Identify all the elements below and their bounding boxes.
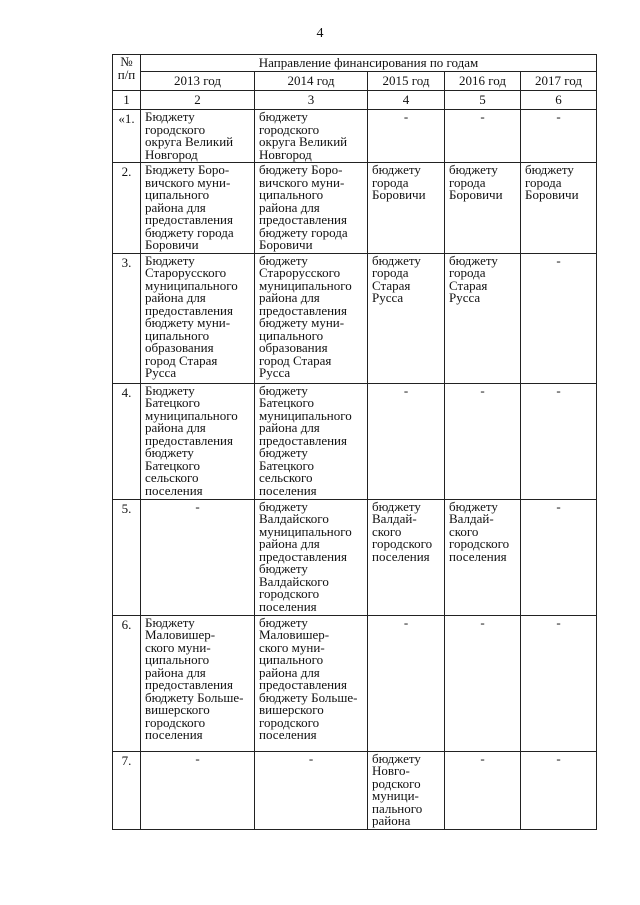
table-cell <box>521 163 597 254</box>
table-cell <box>368 751 445 829</box>
table-cell <box>255 751 368 829</box>
cell-text: - <box>556 109 561 124</box>
table-cell <box>368 499 445 615</box>
table-row <box>113 110 597 163</box>
cell-text: бюджету Валдайского муниципального района для предоставления бюджету Валдайского городского поселения <box>259 498 352 614</box>
cell-text: - <box>403 109 409 124</box>
table-cell <box>368 615 445 751</box>
cell-text: бюджету Валдай- ского городского поселения <box>372 498 433 564</box>
year-header: 2015 год <box>368 72 445 91</box>
year-header: 2014 год <box>255 72 368 91</box>
year-header: 2013 год <box>141 72 255 91</box>
table-cell <box>445 751 521 829</box>
table-cell <box>521 110 597 163</box>
cell-text: - <box>195 498 200 514</box>
column-number: 1 <box>113 91 141 110</box>
table-cell <box>368 383 445 499</box>
cell-text: бюджету города Боровичи <box>372 162 426 202</box>
cell-text: - <box>403 382 409 398</box>
row-number: 3. <box>113 253 141 383</box>
table-cell <box>141 163 255 254</box>
cell-text: - <box>556 614 561 630</box>
table-cell <box>445 253 521 383</box>
cell-text: - <box>556 382 561 398</box>
table-cell <box>255 499 368 615</box>
table-cell <box>255 163 368 254</box>
cell-text: бюджету Новго- родского муници- пального района <box>372 750 423 828</box>
cell-text: бюджету городского округа Великий Новгород <box>259 109 348 162</box>
table-cell <box>445 110 521 163</box>
table-cell <box>255 615 368 751</box>
cell-text: бюджету Боро- вичского муни- ципального района для предоставления бюджету города Боровичи <box>259 162 348 252</box>
cell-text: бюджету Батецкого муниципального района для предоставления бюджету Батецкого сельского поселения <box>259 382 352 498</box>
table-row <box>113 163 597 254</box>
row-number: 2. <box>113 163 141 254</box>
table-cell <box>445 383 521 499</box>
cell-text: - <box>480 614 485 630</box>
table-row <box>113 253 597 383</box>
cell-text: - <box>480 750 485 766</box>
cell-text: - <box>195 750 200 766</box>
row-number: «1. <box>113 110 141 163</box>
year-header: 2016 год <box>445 72 521 91</box>
cell-text: бюджету Маловишер- ского муни- ципального района для предоставления бюджету Больше- вишерского городского поселения <box>259 614 358 742</box>
cell-text: бюджету города Старая Русса <box>449 252 498 305</box>
table-cell <box>255 253 368 383</box>
column-number: 3 <box>255 91 368 110</box>
table-cell <box>445 163 521 254</box>
cell-text: бюджету города Старая Русса <box>372 252 421 305</box>
cell-text: Бюджету Боро- вичского муни- ципального района для предоставления бюджету города Боровичи <box>145 162 234 252</box>
column-number: 2 <box>141 91 255 110</box>
cell-text: - <box>556 750 561 766</box>
cell-text: Бюджету Батецкого муниципального района для предоставления бюджету Батецкого сельского поселения <box>145 382 238 498</box>
cell-text: - <box>480 109 485 124</box>
column-number: 6 <box>521 91 597 110</box>
table-cell <box>521 751 597 829</box>
table-cell <box>141 499 255 615</box>
cell-text: Бюджету городского округа Великий Новгород <box>145 109 234 162</box>
table-cell <box>445 499 521 615</box>
table-cell <box>368 110 445 163</box>
table-row <box>113 499 597 615</box>
column-number: 4 <box>368 91 445 110</box>
table-cell <box>368 163 445 254</box>
table-cell <box>521 499 597 615</box>
table-cell <box>141 615 255 751</box>
table-cell <box>521 383 597 499</box>
table-row <box>113 751 597 829</box>
row-number: 4. <box>113 383 141 499</box>
table-cell <box>255 110 368 163</box>
table-cell <box>141 253 255 383</box>
cell-text: Бюджету Маловишер- ского муни- ципального района для предоставления бюджету Больше- вишерского городского поселения <box>145 614 244 742</box>
financing-group-header: Направление финансирования по годам <box>141 55 597 72</box>
cell-text: - <box>556 498 561 514</box>
cell-text: бюджету города Боровичи <box>449 162 503 202</box>
table-cell <box>445 615 521 751</box>
table-cell <box>521 253 597 383</box>
cell-text: бюджету города Боровичи <box>525 162 579 202</box>
table-cell <box>141 110 255 163</box>
row-number: 5. <box>113 499 141 615</box>
num-header: № п/п <box>113 55 141 91</box>
header-row-years <box>113 72 597 91</box>
table-cell <box>141 383 255 499</box>
cell-text: бюджету Валдай- ского городского поселения <box>449 498 510 564</box>
cell-text: - <box>308 750 314 766</box>
table-row <box>113 383 597 499</box>
table-cell <box>521 615 597 751</box>
table-cell <box>141 751 255 829</box>
header-row-top <box>113 55 597 72</box>
cell-text: - <box>403 614 409 630</box>
cell-text: бюджету Старорусского муниципального района для предоставления бюджету муни- ципального образования город Старая Русса <box>259 252 352 380</box>
financing-table <box>112 54 597 830</box>
column-number: 5 <box>445 91 521 110</box>
row-number: 7. <box>113 751 141 829</box>
cell-text: - <box>480 382 485 398</box>
table-row <box>113 615 597 751</box>
column-number-row <box>113 91 597 110</box>
table-cell <box>255 383 368 499</box>
cell-text: Бюджету Старорусского муниципального района для предоставления бюджету муни- ципального образования город Старая Русса <box>145 252 238 380</box>
cell-text: - <box>556 252 561 268</box>
page-number: 4 <box>316 26 324 41</box>
year-header: 2017 год <box>521 72 597 91</box>
row-number: 6. <box>113 615 141 751</box>
table-cell <box>368 253 445 383</box>
